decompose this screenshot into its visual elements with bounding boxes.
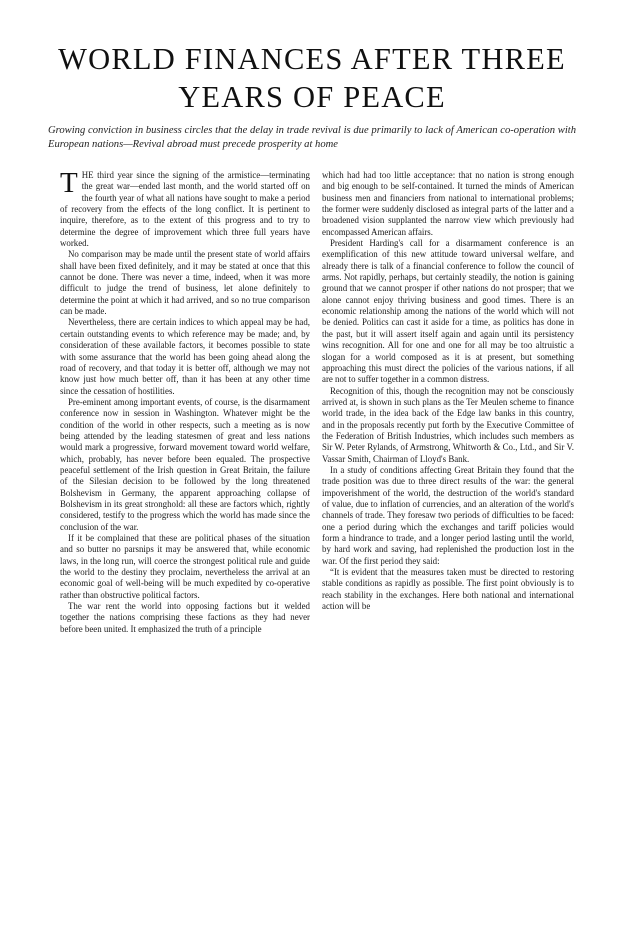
paragraph: Nevertheless, there are certain indices to which appeal may be had, certain outstanding events to which reference may be made; and, by consideration of these available factors, it becomes possible to state with some assurance that the world has been going ahead along the road of recovery, and that today it is better off, although we may not know just how much better off, than it has been at any other time since the cessation of hostilities. xyxy=(60,317,310,396)
paragraph: In a study of conditions affecting Great Britain they found that the trade position was due to three direct results of the war: the general impoverishment of the world, the destruction of the world's standard of value, due to inflation of currencies, and an alteration of the world's channels of trade. They foresaw two periods of difficulties to be faced: one a period during which the exchanges and tariff policies would form a hindrance to trade, and a longer period lasting until the world, by hard work and saving, had replenished the production lost in the war. Of the first period they said: xyxy=(322,464,574,566)
paragraph: “It is evident that the measures taken must be directed to restoring stable conditions as rapidly as possible. The first point obviously is to reach stability in the exchanges. Here both national and international action will be xyxy=(322,567,574,612)
paragraph: President Harding's call for a disarmament conference is an exemplification of this new attitude toward universal welfare, and already there is talk of a financial conference to follow the council of arms. Not rapidly, perhaps, but certainly steadily, the notion is gaining ground that we cannot prosper if other nations do not prosper; that we alone cannot enjoy thriving business and good times. There is an economic relationship among the nations of the world which will not be denied. Politics can cast it aside for a time, as politics has done in the past, but it will assert itself again and again until its persistency wins recognition. All for one and one for all may be too altruistic a slogan for a world composed as it is at present, but something approaching this must direct the policies of the various nations, if all are not to suffer together in a common distress. xyxy=(322,238,574,385)
article-title: WORLD FINANCES AFTER THREE YEARS OF PEACE xyxy=(58,42,566,114)
article-subtitle: Growing conviction in business circles that the delay in trade revival is due primarily to lack of American co-operation with European nations—Revival abroad must precede prosperity at home xyxy=(48,125,576,150)
paragraph-text: HE third year since the signing of the armistice—terminating the great war—ended last month, and the world started off on the fourth year of what all nations have sought to make a period of recovery from the effects of the long conflict. It is pertinent to inquire, therefore, as to the extent of this progress and to try to determine the degree of improvement which three full years have worked. xyxy=(60,170,310,249)
paragraph xyxy=(60,170,310,249)
paragraph: which had had too little acceptance: that no nation is strong enough and big enough to be self-contained. It turned the minds of American business men and financiers from national to international problems; the former were suddenly disclosed as integral parts of the latter and a broadened vision supplanted the narrow view which previously had encompassed American affairs. xyxy=(322,170,574,237)
paragraph: Pre-eminent among important events, of course, is the disarmament conference now in session in Washington. Whatever might be the condition of the world in other respects, such a meeting as is now being attended by the leading statesmen of great and less nations would mark a progressive, forward movement toward world welfare, which, probably, has never before been equaled. The prospective peaceful settlement of the Irish question in Great Britain, the failure of the Silesian decision to be followed by the long threatened Bolshevism in Germany, the apparent approaching collapse of Bolshevism in its great stronghold: all these are factors which, rightly considered, testify to the progress which the world has made since the conclusion of the war. xyxy=(60,396,310,532)
paragraph: No comparison may be made until the present state of world affairs shall have been fixed definitely, and it may be stated at once that this cannot be done. There was never a time, indeed, when it was more difficult to judge the trend of business, let alone definitely to determine the point at which it had arrived, and so no true comparison can be made. xyxy=(60,249,310,317)
right-column xyxy=(322,170,574,898)
left-column xyxy=(60,170,310,898)
paragraph: If it be complained that these are political phases of the situation and so butter no parsnips it may be answered that, while economic laws, in the long run, will coerce the strongest political rule and guide the world to the destiny they proclaim, nevertheless the arrival at an economic goal of well-being will be much expedited by co-operative rather than obstructive political factors. xyxy=(60,533,310,600)
drop-cap: T xyxy=(60,170,78,199)
paragraph: Recognition of this, though the recognition may not be consciously arrived at, is shown in such plans as the Ter Meulen scheme to finance world trade, in the idea back of the Edge law banks in this country, and in the proposals recently put forth by the Executive Committee of the Federation of British Industries, which includes such members as Sir W. Peter Rylands, of Armstrong, Whitworth & Co., Ltd., and Sir V. Vassar Smith, Chairman of Lloyd's Bank. xyxy=(322,385,574,464)
paragraph: The war rent the world into opposing factions but it welded together the nations comprising these factions as they had never before been united. It emphasized the truth of a principle xyxy=(60,601,310,634)
